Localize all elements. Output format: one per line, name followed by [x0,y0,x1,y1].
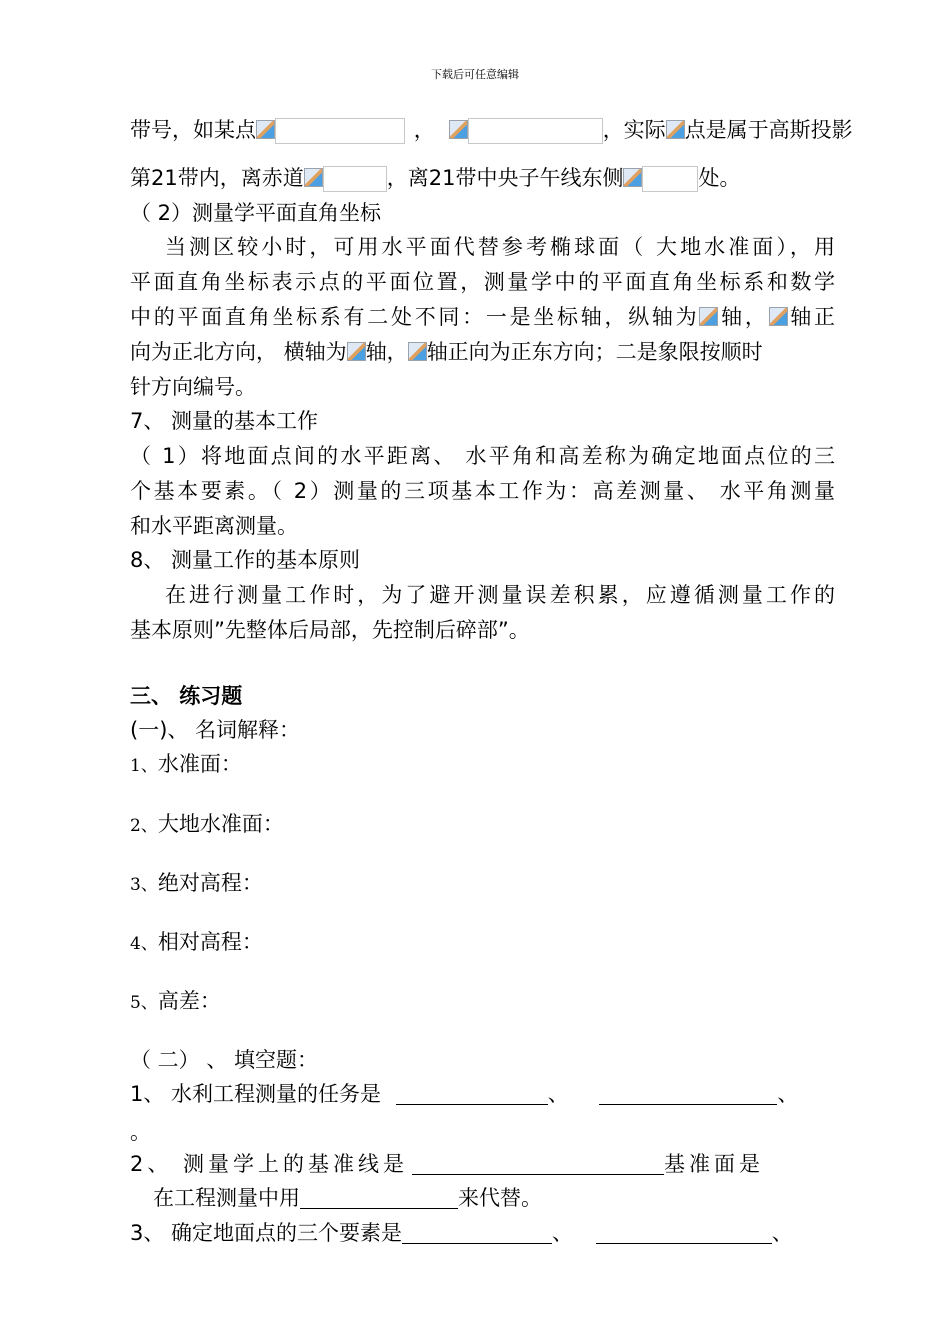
text: ，离21带中央子午线东侧 [386,166,624,190]
subheading: （ 2）测量学平面直角坐标 [130,201,382,225]
text: 相对高程： [157,930,263,954]
text: ，实际 [602,118,666,142]
item-number: 1、 [130,756,158,776]
text: 基准面是 [664,1152,765,1176]
text: 来代替。 [458,1186,542,1210]
item-number: 3、 [130,875,158,895]
fill-question [153,1184,858,1212]
text-line [130,116,853,144]
text: 轴正向为正东方向；二是象限按顺时 [426,340,763,364]
formula-box [642,166,698,192]
answer-blank[interactable] [396,1084,548,1105]
broken-image-icon [623,168,642,187]
text: 绝对高程： [157,871,263,895]
question-item [130,987,835,1017]
text: ， [413,118,435,142]
broken-image-icon [666,120,685,139]
text-line [130,164,835,192]
text: 处。 [698,166,741,190]
text: 3、 确定地面点的三个要素是 [130,1221,403,1245]
item-number: 4、 [130,934,158,954]
paragraph-line [130,338,835,366]
text: 、 [547,1082,569,1106]
text: 轴正 [787,305,836,329]
item-number: 5、 [130,993,158,1013]
subsection-heading: （ 二） 、 填空题： [130,1048,319,1072]
item-number: 2、 [130,816,158,836]
answer-blank[interactable] [300,1188,458,1209]
paragraph-line: 当测区较小时，可用水平面代替参考椭球面（ 大地水准面），用 [165,235,835,259]
subheading: 8、 测量工作的基本原则 [130,548,361,572]
subheading: 7、 测量的基本工作 [130,409,319,433]
broken-image-icon [304,168,323,187]
text: 、 [777,1082,799,1106]
paragraph-line [130,303,835,331]
subsection-heading: (一)、 名词解释： [130,718,301,742]
broken-image-icon [256,120,275,139]
formula-box [275,118,405,144]
question-item [130,810,835,840]
answer-blank[interactable] [402,1223,552,1244]
text: 在工程测量中用 [153,1186,300,1210]
page-header: 下载后可任意编辑 [431,68,519,81]
broken-image-icon [449,120,468,139]
text: 轴， [365,340,408,364]
fill-question [130,1080,835,1108]
text: 带号，如某点 [130,118,256,142]
question-item [130,928,835,958]
formula-box [468,118,603,144]
answer-blank[interactable] [599,1084,777,1105]
paragraph-line: 个基本要素。（ 2）测量的三项基本工作为：高差测量、 水平角测量 [130,479,835,503]
text-line: 。 [130,1120,151,1144]
paragraph-line: （ 1）将地面点间的水平距离、 水平角和高差称为确定地面点位的三 [130,444,835,468]
question-item [130,869,835,899]
text: 2、 测量学上的基准线是 [130,1152,409,1176]
text: 高差： [157,989,221,1013]
text: 水准面： [157,752,242,776]
paragraph-line: 基本原则”先整体后局部，先控制后碎部”。 [130,618,530,642]
broken-image-icon [347,342,366,361]
fill-question [130,1150,835,1178]
section-heading: 三、 练习题 [130,684,243,708]
answer-blank[interactable] [412,1154,664,1175]
formula-box [323,166,387,192]
text: 向为正北方向， 横轴为 [130,340,347,364]
text: 中的平面直角坐标系有二处不同：一是坐标轴，纵轴为 [130,305,700,329]
answer-blank[interactable] [596,1223,772,1244]
text: 第21带内，离赤道 [130,166,304,190]
text: 、 [552,1221,574,1245]
paragraph-line: 平面直角坐标表示点的平面位置，测量学中的平面直角坐标系和数学 [130,270,835,294]
text: 、 [771,1221,793,1245]
text: 1、 水利工程测量的任务是 [130,1082,382,1106]
paragraph-line: 在进行测量工作时，为了避开测量误差积累，应遵循测量工作的 [165,583,835,607]
fill-question [130,1219,835,1247]
broken-image-icon [699,307,718,326]
broken-image-icon [408,342,427,361]
paragraph-line: 和水平距离测量。 [130,514,298,538]
question-item [130,750,835,780]
broken-image-icon [769,307,788,326]
text: 点是属于高斯投影 [684,118,853,142]
paragraph-line: 针方向编号。 [130,375,256,399]
text: 轴， [718,305,769,329]
text: 大地水准面： [157,812,284,836]
